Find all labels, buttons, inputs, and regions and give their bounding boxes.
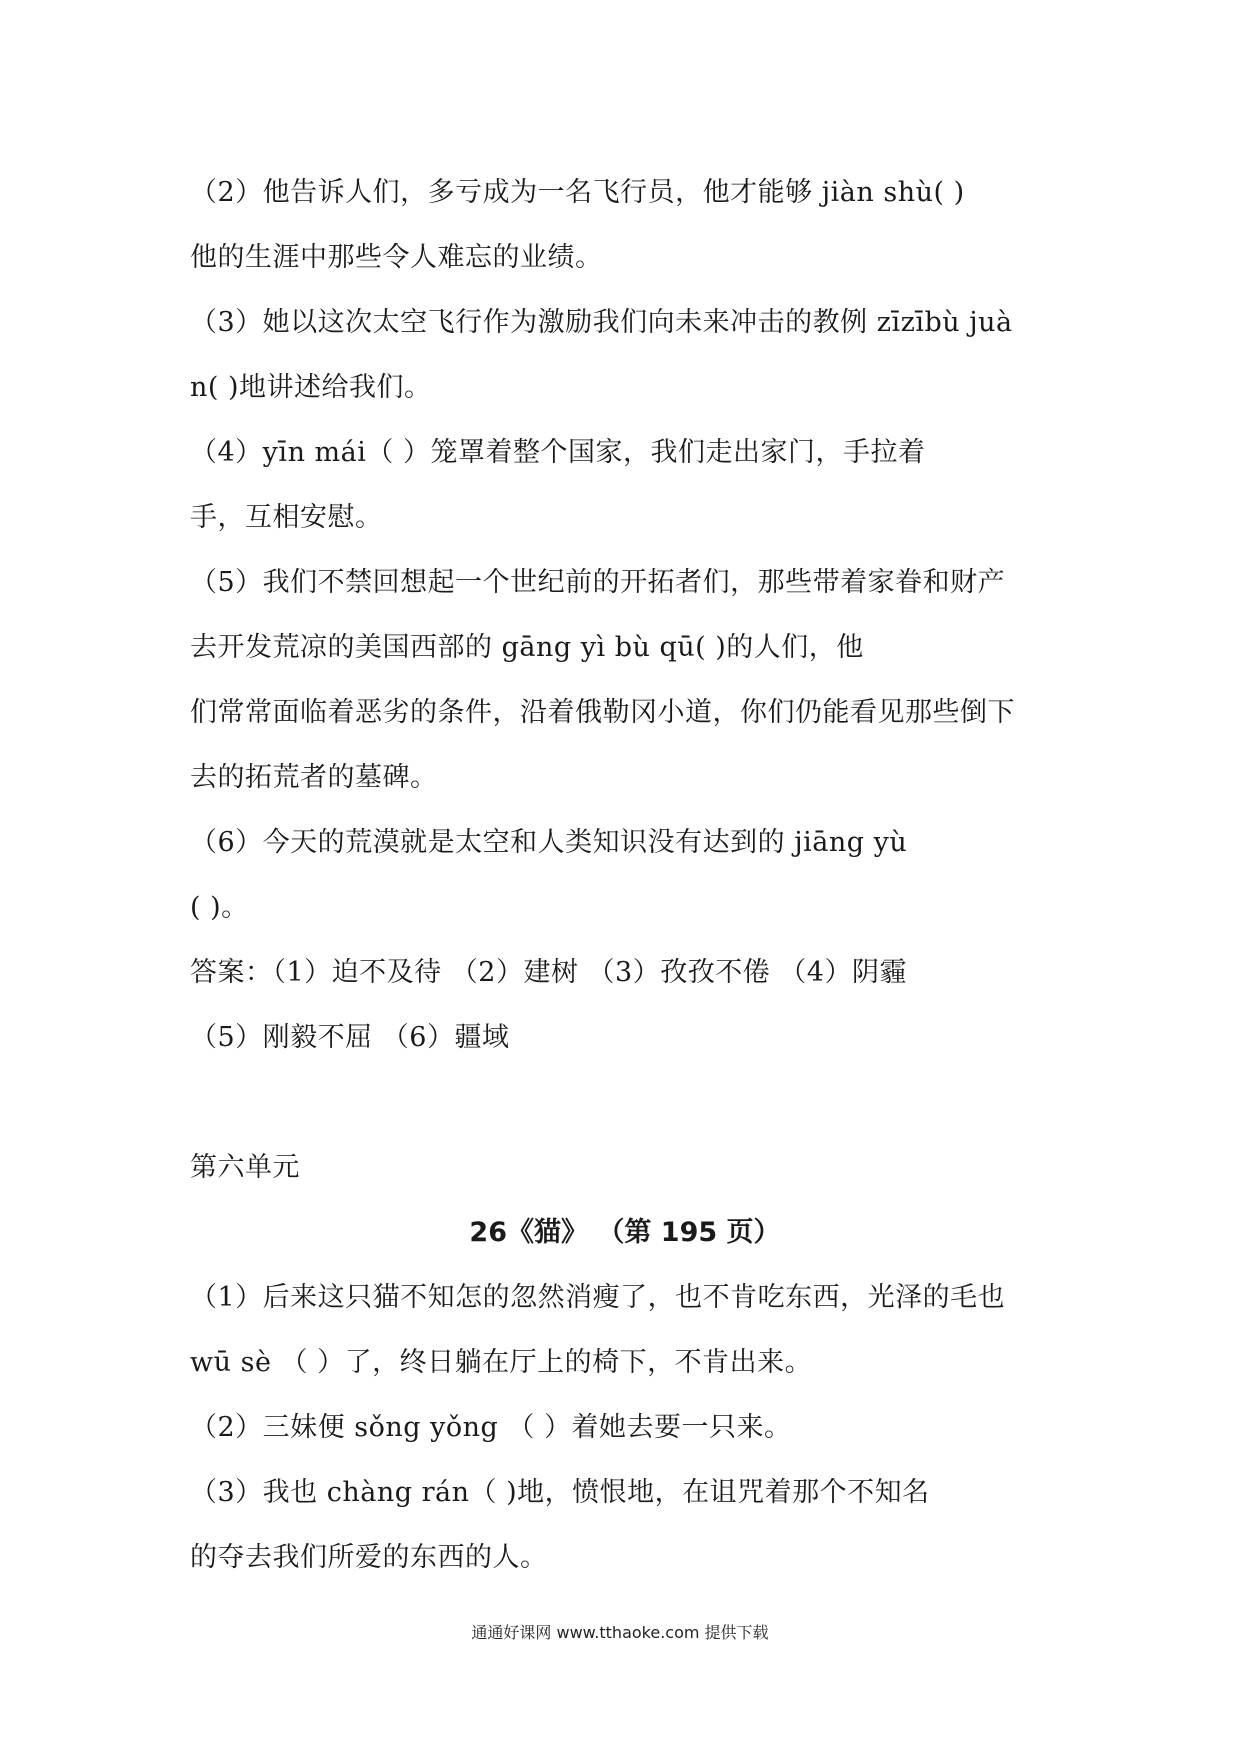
question-6-3-line-1: （3）她以这次太空飞行作为激励我们向未来冲击的教例 zīzībù juà [190, 307, 1013, 338]
page-content [190, 160, 1060, 1590]
answer-line-2: （5）刚毅不屈 （6）疆域 [190, 1022, 510, 1053]
question-6-6-line-2: ( )。 [190, 892, 249, 923]
page-footer: 通通好课网 www.tthaoke.com 提供下载 [471, 1623, 769, 1642]
question-26-3-line-1: （3）我也 chàng rán（ )地，愤恨地，在诅咒着那个不知名 [190, 1477, 930, 1508]
question-26-1-line-2: wū sè （ ）了，终日躺在厅上的椅下，不肯出来。 [190, 1347, 813, 1378]
question-6-5-line-3: 们常常面临着恶劣的条件，沿着俄勒冈小道，你们仍能看见那些倒下 [190, 697, 1015, 728]
question-6-2-line-1: （2）他告诉人们，多亏成为一名飞行员，他才能够 jiàn shù( ) [190, 177, 965, 208]
question-6-6-line-1: （6）今天的荒漠就是太空和人类知识没有达到的 jiāng yù [190, 827, 908, 858]
question-26-3-line-2: 的夺去我们所爱的东西的人。 [190, 1542, 548, 1573]
lesson-title: 26《猫》 （第 195 页） [469, 1217, 781, 1248]
question-26-2-line-1: （2）三妹便 sǒng yǒng （ ）着她去要一只来。 [190, 1412, 792, 1443]
question-26-1-line-1: （1）后来这只猫不知怎的忽然消瘦了，也不肯吃东西，光泽的毛也 [190, 1282, 1006, 1313]
question-6-5-line-1: （5）我们不禁回想起一个世纪前的开拓者们，那些带着家眷和财产 [190, 567, 1006, 598]
question-6-4-line-2: 手，互相安慰。 [190, 502, 383, 533]
question-6-4-line-1: （4）yīn mái（ ）笼罩着整个国家，我们走出家门，手拉着 [190, 437, 926, 468]
question-6-5-line-2: 去开发荒凉的美国西部的 gāng yì bù qū( )的人们，他 [190, 632, 864, 663]
question-6-5-line-4: 去的拓荒者的墓碑。 [190, 762, 438, 793]
question-6-3-line-2: n( )地讲述给我们。 [190, 372, 432, 403]
answer-line-1: 答案：（1）迫不及待 （2）建树 （3）孜孜不倦 （4）阴霾 [190, 957, 907, 988]
unit-heading: 第六单元 [190, 1152, 300, 1183]
question-6-2-line-2: 他的生涯中那些令人难忘的业绩。 [190, 242, 603, 273]
